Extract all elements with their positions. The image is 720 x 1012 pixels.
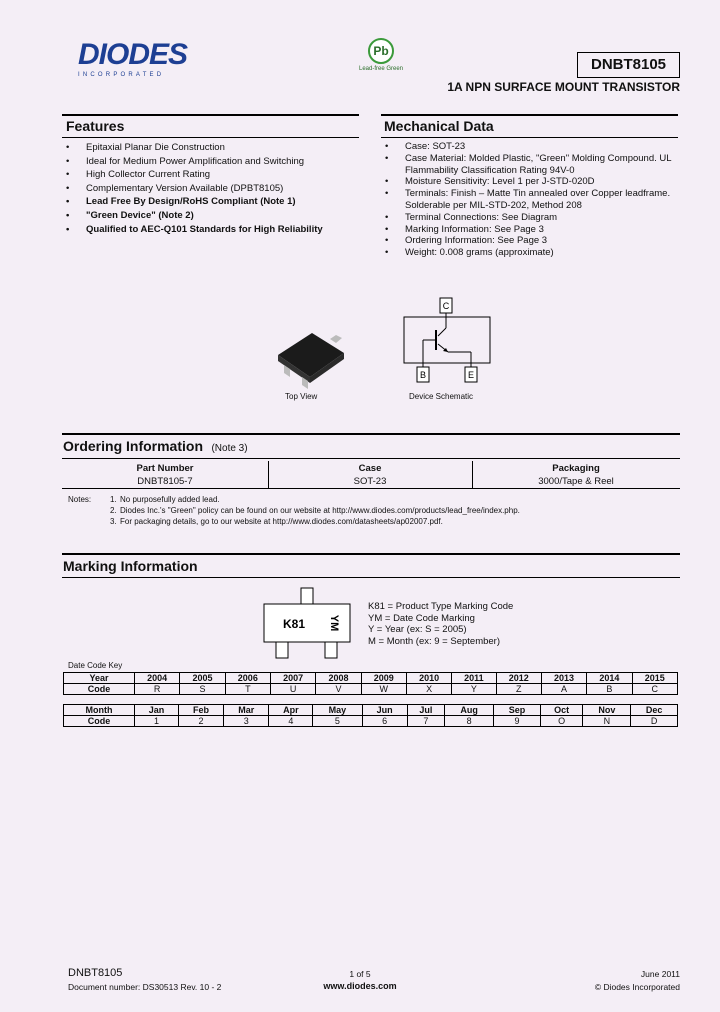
ordering-heading bbox=[63, 438, 248, 456]
diodes-logo bbox=[78, 40, 206, 80]
table-cell: 5 bbox=[313, 716, 362, 727]
table-cell: D bbox=[631, 716, 678, 727]
table-header-cell: 2010 bbox=[406, 673, 451, 684]
table-row-label: Code bbox=[64, 684, 135, 695]
brand-subtitle: INCORPORATED bbox=[78, 72, 165, 78]
feature-item: • Lead Free By Design/RoHS Compliant (Note 1) bbox=[64, 195, 360, 209]
table-cell: R bbox=[135, 684, 180, 695]
mechanical-item: • Ordering Information: See Page 3 bbox=[383, 235, 681, 247]
mechanical-item: • Terminals: Finish – Matte Tin annealed over Copper leadframe. Solderable per MIL-STD-202, Method 208 bbox=[383, 188, 681, 212]
footer-page: 1 of 5 bbox=[349, 969, 371, 979]
top-view-caption: Top View bbox=[285, 392, 318, 401]
mechanical-item: • Weight: 0.008 grams (approximate) bbox=[383, 247, 681, 259]
mechanical-item: • Marking Information: See Page 3 bbox=[383, 224, 681, 236]
feature-item: • Ideal for Medium Power Amplification and Switching bbox=[64, 155, 360, 169]
ordering-title: Ordering Information bbox=[63, 438, 203, 454]
mechanical-item: • Moisture Sensitivity: Level 1 per J-STD-020D bbox=[383, 176, 681, 188]
ordering-header-part: Part Number bbox=[136, 463, 194, 474]
pin-e-label: E bbox=[467, 370, 475, 380]
ordering-cell-case: SOT-23 bbox=[353, 476, 387, 487]
table-row-label: Year bbox=[64, 673, 135, 684]
footer-doc-number: Document number: DS30513 Rev. 10 - 2 bbox=[68, 982, 222, 992]
footer-part: DNBT8105 bbox=[68, 967, 123, 979]
features-title: Features bbox=[66, 118, 125, 134]
marking-top-rule bbox=[62, 553, 680, 555]
features-top-rule bbox=[62, 114, 359, 116]
table-cell: A bbox=[541, 684, 586, 695]
year-code-table bbox=[63, 672, 678, 695]
table-header-cell: Dec bbox=[631, 705, 678, 716]
mechanical-top-rule bbox=[381, 114, 678, 116]
note-number: 2. bbox=[110, 506, 117, 515]
table-header-cell: 2008 bbox=[316, 673, 361, 684]
notes-list bbox=[110, 494, 680, 527]
table-header-cell: Mar bbox=[224, 705, 269, 716]
device-schematic bbox=[400, 294, 492, 384]
ordering-header-packaging: Packaging bbox=[552, 463, 600, 474]
ordering-table bbox=[62, 463, 680, 487]
marking-legend-line: Y = Year (ex: S = 2005) bbox=[368, 624, 467, 635]
month-code-table bbox=[63, 704, 678, 727]
marking-bottom-rule bbox=[62, 577, 680, 578]
table-cell: 1 bbox=[135, 716, 179, 727]
note-text: Diodes Inc.'s "Green" policy can be found on our website at http://www.diodes.com/products/lead_free/index.php. bbox=[120, 506, 520, 515]
pb-label: Lead-free Green bbox=[358, 66, 404, 72]
table-cell: 8 bbox=[445, 716, 494, 727]
ordering-cell-part: DNBT8105-7 bbox=[137, 476, 193, 487]
table-header-cell: 2009 bbox=[361, 673, 406, 684]
brand-name: DIODES bbox=[78, 38, 188, 71]
table-header-cell: 2004 bbox=[135, 673, 180, 684]
table-cell: X bbox=[406, 684, 451, 695]
pin-b-label: B bbox=[419, 370, 427, 380]
marking-legend-line: M = Month (ex: 9 = September) bbox=[368, 635, 501, 647]
lead-free-green-badge bbox=[352, 38, 410, 78]
mechanical-list bbox=[383, 141, 681, 259]
note-text: No purposefully added lead. bbox=[120, 495, 220, 504]
table-header-cell: 2005 bbox=[180, 673, 225, 684]
feature-item: • Complementary Version Available (DPBT8105) bbox=[64, 182, 360, 196]
footer-url[interactable]: www.diodes.com bbox=[323, 981, 397, 991]
ordering-header-rule bbox=[62, 458, 680, 459]
mechanical-bottom-rule bbox=[381, 137, 678, 138]
footer-copyright: © Diodes Incorporated bbox=[594, 982, 680, 992]
table-cell: S bbox=[180, 684, 225, 695]
table-cell: 9 bbox=[494, 716, 541, 727]
table-header-cell: 2012 bbox=[496, 673, 541, 684]
note-text: For packaging details, go to our website at http://www.diodes.com/datasheets/ap02007.pdf. bbox=[120, 517, 443, 526]
feature-item: • High Collector Current Rating bbox=[64, 168, 360, 182]
table-header-cell: Feb bbox=[178, 705, 223, 716]
table-cell: C bbox=[632, 684, 677, 695]
table-header-cell: Apr bbox=[269, 705, 313, 716]
notes-label: Notes: bbox=[68, 495, 92, 504]
date-code-key-label: Date Code Key bbox=[68, 661, 123, 670]
table-header-cell: 2011 bbox=[452, 673, 496, 684]
table-cell: 7 bbox=[407, 716, 444, 727]
table-header-cell: Nov bbox=[583, 705, 631, 716]
ordering-cell-packaging: 3000/Tape & Reel bbox=[538, 476, 614, 487]
table-cell: B bbox=[587, 684, 632, 695]
table-header-cell: Sep bbox=[494, 705, 541, 716]
table-cell: O bbox=[540, 716, 583, 727]
ordering-top-rule bbox=[62, 433, 680, 435]
table-header-cell: Jul bbox=[407, 705, 444, 716]
table-cell: W bbox=[361, 684, 406, 695]
note-number: 1. bbox=[110, 495, 117, 504]
mechanical-item: • Terminal Connections: See Diagram bbox=[383, 212, 681, 224]
ordering-bottom-rule bbox=[62, 488, 680, 489]
part-number-box: DNBT8105 bbox=[577, 52, 680, 78]
marking-legend bbox=[368, 601, 513, 647]
note-number: 3. bbox=[110, 517, 117, 526]
marking-title: Marking Information bbox=[63, 558, 198, 574]
mechanical-title: Mechanical Data bbox=[384, 118, 494, 134]
marking-chip-diagram bbox=[260, 586, 356, 660]
table-cell: Y bbox=[452, 684, 496, 695]
features-bottom-rule bbox=[62, 137, 359, 138]
table-header-cell: May bbox=[313, 705, 362, 716]
table-header-cell: Jan bbox=[135, 705, 179, 716]
ordering-note-ref: (Note 3) bbox=[211, 443, 248, 454]
product-subtitle: 1A NPN SURFACE MOUNT TRANSISTOR bbox=[447, 80, 680, 94]
table-cell: T bbox=[225, 684, 270, 695]
table-cell: 6 bbox=[362, 716, 407, 727]
table-cell: Z bbox=[496, 684, 541, 695]
table-cell: U bbox=[270, 684, 315, 695]
table-header-cell: 2006 bbox=[225, 673, 270, 684]
table-header-cell: Jun bbox=[362, 705, 407, 716]
ordering-col-divider bbox=[268, 461, 269, 488]
pb-icon: Pb bbox=[368, 38, 394, 64]
table-cell: V bbox=[316, 684, 361, 695]
ordering-col-divider bbox=[472, 461, 473, 488]
ordering-header-case: Case bbox=[358, 463, 382, 474]
note-item bbox=[110, 494, 680, 505]
footer-date: June 2011 bbox=[640, 969, 680, 979]
mechanical-item: • Case: SOT-23 bbox=[383, 141, 681, 153]
table-header-cell: 2013 bbox=[541, 673, 586, 684]
table-cell: N bbox=[583, 716, 631, 727]
feature-item: • "Green Device" (Note 2) bbox=[64, 209, 360, 223]
chip-code-text: K81 bbox=[282, 617, 306, 631]
note-item bbox=[110, 516, 680, 527]
table-row-label: Code bbox=[64, 716, 135, 727]
pin-c-label: C bbox=[442, 301, 450, 311]
chip-ym-text: YM bbox=[328, 614, 340, 632]
table-header-cell: 2007 bbox=[270, 673, 315, 684]
mechanical-item: • Case Material: Molded Plastic, "Green" Molding Compound. UL Flammability Classification Rating 94V-0 bbox=[383, 153, 681, 177]
table-header-cell: 2015 bbox=[632, 673, 677, 684]
schematic-caption: Device Schematic bbox=[409, 392, 474, 401]
note-item bbox=[110, 505, 680, 516]
table-header-cell: Oct bbox=[540, 705, 583, 716]
table-row-label: Month bbox=[64, 705, 135, 716]
feature-item: • Qualified to AEC-Q101 Standards for High Reliability bbox=[64, 223, 360, 237]
table-cell: 3 bbox=[224, 716, 269, 727]
table-header-cell: 2014 bbox=[587, 673, 632, 684]
table-cell: 4 bbox=[269, 716, 313, 727]
marking-legend-line: YM = Date Code Marking bbox=[368, 612, 475, 624]
table-cell: 2 bbox=[178, 716, 223, 727]
feature-item: • Epitaxial Planar Die Construction bbox=[64, 141, 360, 155]
features-list bbox=[64, 141, 360, 236]
table-header-cell: Aug bbox=[445, 705, 494, 716]
sot23-package-illustration bbox=[268, 325, 352, 391]
marking-legend-line: K81 = Product Type Marking Code bbox=[368, 601, 514, 612]
